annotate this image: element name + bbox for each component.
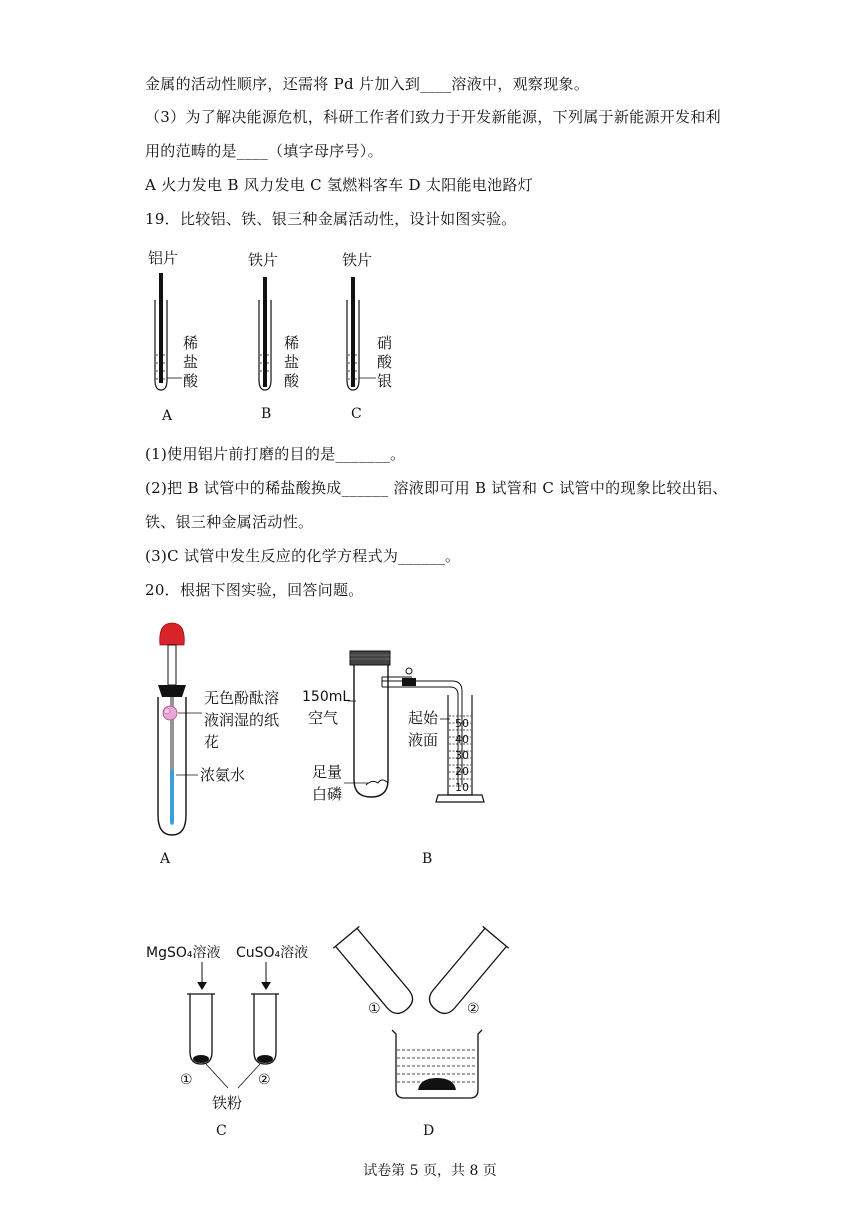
- tube-c-number-2: ②: [258, 1072, 271, 1088]
- apparatus-a: [158, 623, 279, 867]
- tube-d-number-2: ②: [467, 1001, 480, 1017]
- tube-a: [148, 249, 199, 424]
- iron-strip-c: [351, 277, 355, 387]
- air-label: 空气: [308, 709, 339, 727]
- ammonia-liquid: [170, 770, 174, 825]
- stopper: [158, 685, 186, 697]
- mgso4-label: MgSO₄溶液: [146, 945, 221, 961]
- question-3-line-1: （3）为了解决能源危机，科研工作者们致力于开发新能源，下列属于新能源开发和利: [145, 108, 721, 126]
- level-label-1: 起始: [408, 709, 439, 727]
- solution-a-char-3: 酸: [183, 372, 199, 390]
- metal-label-b: 铁片: [248, 251, 279, 269]
- level-label-2: 液面: [408, 731, 439, 749]
- page-footer: 试卷第 5 页，共 8 页: [363, 1163, 497, 1179]
- tube-c-number-1: ①: [180, 1072, 193, 1088]
- tube-d-number-1: ①: [368, 1001, 381, 1017]
- cylinder-tick-50: 50: [455, 717, 469, 730]
- solution-b-char-3: 酸: [284, 372, 300, 390]
- tube-label-c: C: [351, 406, 362, 422]
- apparatus-label-b: B: [422, 851, 433, 867]
- figure-20-cd: [140, 930, 520, 1145]
- solution-b-char-2: 盐: [284, 353, 300, 371]
- solution-b-char-1: 稀: [284, 334, 300, 352]
- cylinder-tick-10: 10: [455, 781, 469, 794]
- question-3-options: A 火力发电 B 风力发电 C 氢燃料客车 D 太阳能电池路灯: [145, 176, 534, 194]
- phosphorus-label-2: 白磷: [312, 785, 343, 803]
- tube-c: [342, 251, 393, 422]
- apparatus-label-a: A: [160, 851, 171, 867]
- dropper-bulb: [160, 623, 185, 645]
- question-19-part-2-line-1: (2)把 B 试管中的稀盐酸换成______ 溶液即可用 B 试管和 C 试管中的现象比较出铝、: [145, 479, 728, 497]
- cylinder-tick-20: 20: [455, 765, 469, 778]
- tube-c-2: [254, 994, 276, 1064]
- metal-label-c: 铁片: [342, 251, 373, 269]
- apparatus-c: [146, 944, 308, 1139]
- paper-flower-label-1: 无色酚酞溶: [204, 689, 280, 707]
- figure-20-ab: [140, 615, 540, 875]
- question-20-stem: 20．根据下图实验，回答问题。: [145, 581, 364, 599]
- question-19-stem: 19．比较铝、铁、银三种金属活动性，设计如图实验。: [145, 210, 517, 228]
- solution-c-char-2: 酸: [377, 353, 393, 371]
- precipitate: [418, 1078, 456, 1090]
- metal-label-a: 铝片: [148, 249, 179, 267]
- solution-a-char-1: 稀: [183, 334, 199, 352]
- figure-19-tubes: [140, 245, 420, 425]
- apparatus-label-c: C: [216, 1123, 227, 1139]
- air-volume-label: 150mL: [302, 689, 351, 705]
- solution-a-char-2: 盐: [183, 353, 199, 371]
- text-line-1: 金属的活动性顺序，还需将 Pd 片加入到____溶液中，观察现象。: [145, 75, 590, 93]
- iron-strip-b: [263, 277, 267, 387]
- clamp: [402, 678, 416, 686]
- rubber-stopper: [350, 651, 390, 665]
- apparatus-b: [302, 651, 484, 867]
- question-19-part-1: (1)使用铝片前打磨的目的是_______。: [145, 445, 406, 463]
- tilted-tube-2: [422, 926, 508, 1020]
- ammonia-label: 浓氨水: [200, 766, 246, 784]
- large-test-tube: [354, 665, 388, 797]
- iron-powder-label: 铁粉: [212, 1094, 243, 1112]
- tube-label-b: B: [261, 406, 272, 422]
- question-3-line-2: 用的范畴的是____（填字母序号）。: [145, 142, 383, 160]
- solution-c-char-3: 银: [377, 372, 393, 390]
- phosphorus-label-1: 足量: [312, 763, 343, 781]
- iron-powder-1: [193, 1055, 209, 1063]
- tube-label-a: A: [162, 408, 173, 424]
- tube-b: [248, 251, 300, 422]
- white-phosphorus: [366, 780, 388, 785]
- question-19-part-3: (3)C 试管中发生反应的化学方程式为______。: [145, 547, 461, 565]
- tube-c-1: [190, 994, 212, 1064]
- cylinder-tick-40: 40: [455, 733, 469, 746]
- solution-c-char-1: 硝: [377, 334, 393, 352]
- aluminum-strip: [159, 273, 163, 383]
- paper-flower-label-3: 花: [204, 733, 220, 751]
- apparatus-d: [333, 926, 508, 1139]
- cuso4-label: CuSO₄溶液: [236, 945, 309, 961]
- cylinder-tick-30: 30: [455, 749, 469, 762]
- question-19-part-2-line-2: 铁、银三种金属活动性。: [145, 513, 314, 531]
- apparatus-label-d: D: [423, 1123, 435, 1139]
- iron-powder-2: [257, 1055, 273, 1063]
- paper-flower-label-2: 液润湿的纸: [204, 711, 280, 729]
